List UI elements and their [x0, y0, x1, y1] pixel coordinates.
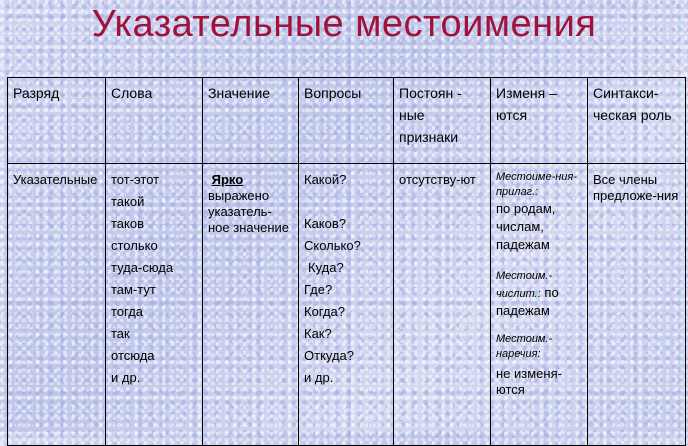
question-item: Откуда? [304, 348, 355, 363]
word-item: такой [111, 194, 145, 209]
question-item: Какой? [304, 172, 347, 187]
word-item: тот-этот [111, 172, 160, 187]
question-item: Сколько? [304, 238, 361, 253]
header-words: Слова [106, 78, 203, 164]
cell-questions [299, 164, 394, 446]
question-item: Куда? [308, 260, 344, 275]
num-label: Местоим.-числит.: [496, 270, 553, 300]
header-constant: Постоян - ные признаки [394, 78, 491, 164]
cell-words [106, 164, 203, 446]
header-changes: Изменя – ются [491, 78, 588, 164]
question-item: Как? [304, 326, 332, 341]
table-row [8, 164, 686, 446]
adj-text: по родам, числам, падежам [496, 201, 556, 252]
question-item: Где? [304, 282, 333, 297]
cell-razryad: Указательные [8, 164, 106, 446]
meaning-text: выражено указатель-ное значение [208, 188, 290, 235]
header-row [8, 78, 686, 164]
question-item: Каков? [304, 216, 347, 231]
word-item: туда-сюда [111, 260, 174, 275]
word-item: таков [111, 216, 145, 231]
adv-text: не изменя-ются [496, 366, 562, 397]
header-razryad: Разряд [8, 78, 106, 164]
page-title: Указательные местоимения [91, 3, 597, 45]
num-text: по падежам [496, 285, 559, 318]
word-item: там-тут [111, 282, 156, 297]
adj-label: Местоиме-ния-прилаг.: [496, 171, 577, 198]
header-questions: Вопросы [299, 78, 394, 164]
question-item: и др. [304, 370, 334, 385]
header-meaning: Значение [203, 78, 299, 164]
pronoun-table [7, 77, 686, 446]
header-role: Синтакси-ческая роль [588, 78, 686, 164]
cell-role: Все члены предложе-ния [588, 164, 686, 446]
meaning-emphasis: Ярко [211, 172, 244, 187]
question-item: Когда? [304, 304, 346, 319]
word-item: тогда [111, 304, 144, 319]
num-block [496, 266, 582, 320]
word-item: столько [111, 238, 158, 253]
word-item: так [111, 326, 130, 341]
adv-label: Местоим.-наречия: [496, 333, 553, 360]
cell-changes [491, 164, 588, 446]
cell-constant: отсутству-ют [394, 164, 491, 446]
word-item: и др. [111, 370, 141, 385]
word-item: отсюда [111, 348, 155, 363]
cell-meaning [203, 164, 299, 446]
